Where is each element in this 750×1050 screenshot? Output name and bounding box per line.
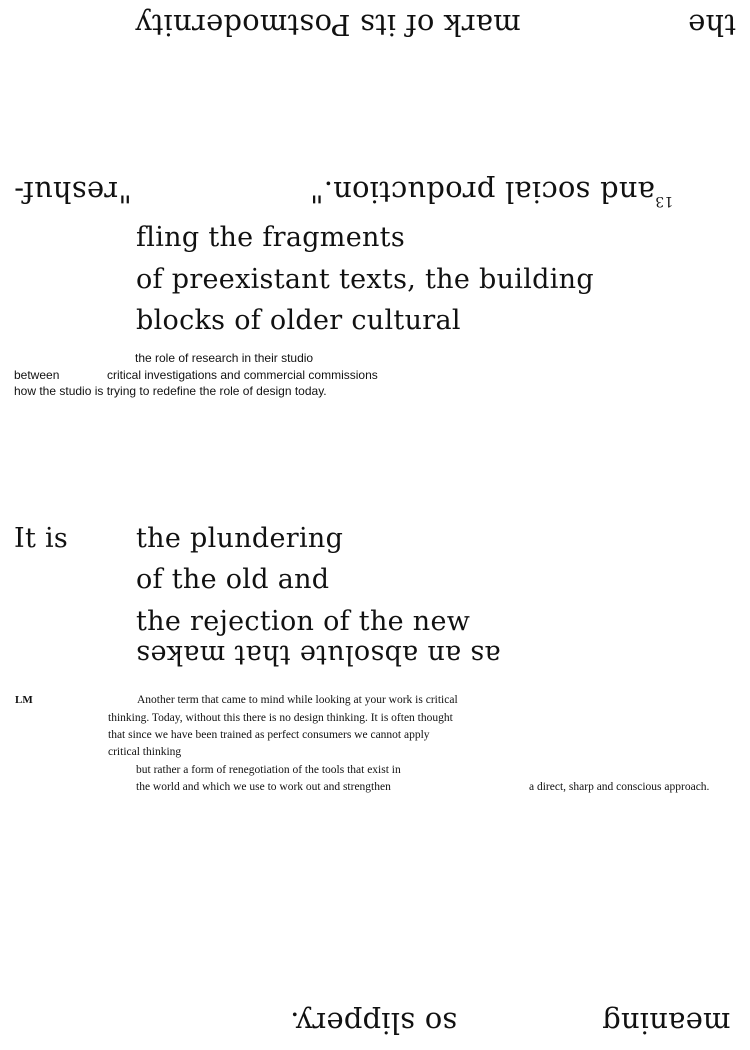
footnote-marker: 13 <box>654 193 674 209</box>
quote-line-3: blocks of older cultural <box>136 305 461 336</box>
plunder-line-1: the plundering <box>136 523 344 554</box>
quote-lead-it-is: It is <box>14 523 69 554</box>
plunder-line-2: of the old and <box>136 564 330 595</box>
interview-side-note: a direct, sharp and conscious approach. <box>529 781 710 793</box>
upside-down-meaning: meaning <box>602 1006 731 1040</box>
quote-line-2: of preexistant texts, the building <box>136 264 594 295</box>
note-research-role: the role of research in their studio <box>135 351 314 365</box>
plunder-line-3: the rejection of the new <box>136 606 471 637</box>
interview-p1-line3: that since we have been trained as perfect consumers we cannot apply <box>108 729 430 741</box>
upside-down-line-postmodernity: mark of its Postmodernity <box>135 8 521 42</box>
note-between: between <box>14 368 60 382</box>
interview-p1-line1: Another term that came to mind while looking at your work is critical <box>137 694 458 706</box>
note-critical-investigations: critical investigations and commercial commissions <box>107 368 378 382</box>
upside-down-line-social-production <box>310 175 674 209</box>
upside-down-so-slippery: so slippery. <box>290 1006 458 1040</box>
interview-p1-line2: thinking. Today, without this there is no design thinking. It is often thought <box>108 712 453 724</box>
interview-p2-line1: but rather a form of renegotiation of the tools that exist in <box>136 764 401 776</box>
speaker-initials: LM <box>15 694 33 706</box>
interview-p1-line4: critical thinking <box>108 746 182 758</box>
upside-down-word-reshuf: "reshuf- <box>14 175 132 209</box>
interview-p2-line2: the world and which we use to work out and strengthen <box>136 781 391 793</box>
quote-line-1: fling the fragments <box>136 222 405 253</box>
plunder-line-4-upside-down: as an absolute that makes <box>136 639 501 670</box>
social-production-text: and social production." <box>310 175 655 209</box>
upside-down-word-the: the <box>688 8 737 42</box>
note-redefine-design: how the studio is trying to redefine the role of design today. <box>14 384 327 398</box>
